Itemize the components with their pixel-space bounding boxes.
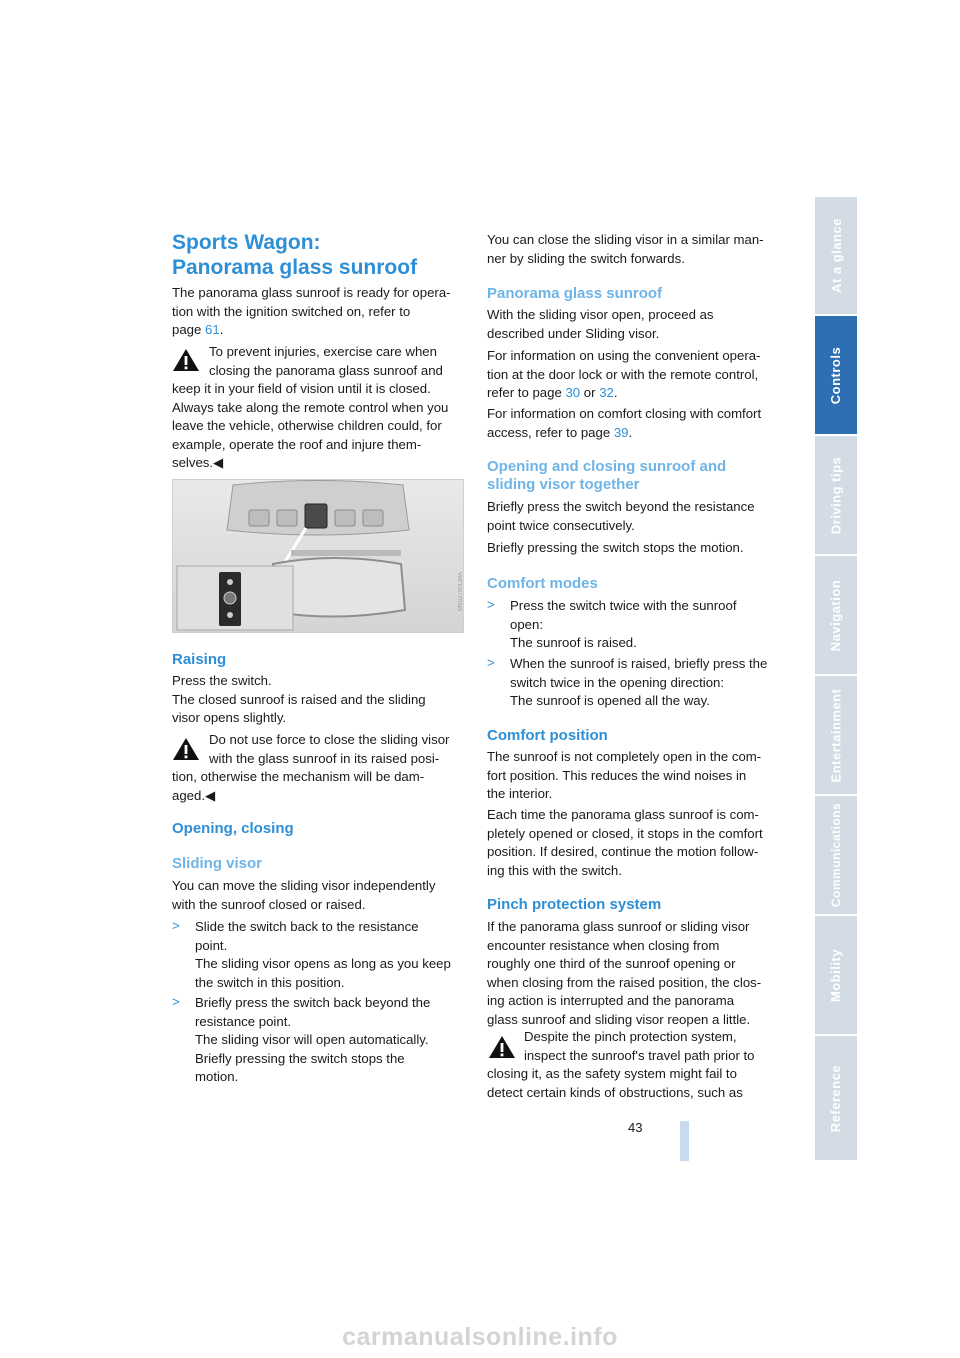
watermark: carmanualsonline.info <box>342 1323 618 1351</box>
together-paragraph-2: Briefly pressing the switch stops the motion. <box>487 540 744 555</box>
heading-comfort-modes: Comfort modes <box>487 575 598 592</box>
tab-at-a-glance[interactable]: At a glance <box>815 197 857 314</box>
section-title <box>172 230 417 280</box>
tab-controls[interactable]: Controls <box>815 316 857 434</box>
tab-driving-tips[interactable]: Driving tips <box>815 436 857 554</box>
tab-mobility[interactable]: Mobility <box>815 916 857 1034</box>
sunroof-switch-figure <box>172 479 464 633</box>
heading-comfort-position: Comfort position <box>487 727 608 744</box>
tab-entertainment[interactable]: Entertainment <box>815 676 857 794</box>
comfort-mode-item-2: When the sunroof is raised, briefly press the switch twice in the opening direction: The sunroof is opened all the way. <box>510 656 768 708</box>
tab-navigation[interactable]: Navigation <box>815 556 857 674</box>
heading-panorama-glass-sunroof: Panorama glass sunroof <box>487 285 663 302</box>
page-link-32[interactable]: 32 <box>599 385 614 400</box>
panorama-paragraph: With the sliding visor open, proceed as described under Sliding visor. <box>487 307 714 341</box>
sliding-visor-paragraph: You can move the sliding visor independently with the sunroof closed or raised. <box>172 878 436 912</box>
bullet-marker: > <box>487 655 495 670</box>
remote-info-paragraph: For information on using the convenient opera- tion at the door lock or with the remote control, refer to page 30 or 32. <box>487 348 761 400</box>
pinch-paragraph: If the panorama glass sunroof or sliding visor encounter resistance when closing from roughly one third of the sunroof opening or when closing from the raised position, the clos- ing action is interrupted and the panorama glass sunroof and sliding visor reopen a little. <box>487 919 762 1027</box>
bullet-marker: > <box>172 918 180 933</box>
chapter-tab-nav <box>815 197 857 1160</box>
page-link-39[interactable]: 39 <box>613 424 629 440</box>
together-paragraph-1: Briefly press the switch beyond the resistance point twice consecutively. <box>487 499 755 533</box>
warning-text-1: To prevent injuries, exercise care when closing the panorama glass sunroof and keep it in your field of vision until it is closed. Always take along the remote control when you leave the vehicle, otherwise children could, for example, operate the roof and injure them- selves.◀ <box>172 344 449 470</box>
figure-code: MV02700CMA <box>458 572 464 612</box>
page-link-30[interactable]: 30 <box>565 385 581 400</box>
heading-opening-closing: Opening, closing <box>172 820 294 837</box>
bullet-item-2: Briefly press the switch back beyond the resistance point. The sliding visor will open automatically. Briefly pressing the switch stops the motion. <box>195 995 431 1084</box>
bullet-marker: > <box>172 994 180 1009</box>
comfort-access-paragraph: For information on comfort closing with comfort access, refer to page 39. <box>487 406 762 440</box>
heading-opening-closing-together: Opening and closing sunroof and sliding visor together <box>487 458 727 493</box>
section-title-line2: Panorama glass sunroof <box>172 256 418 279</box>
comfort-position-paragraph-1: The sunroof is not completely open in the com- fort position. This reduces the wind noises in the interior. <box>487 749 762 801</box>
warning-text-3: Despite the pinch protection system, inspect the sunroof's travel path prior to closing it, as the safety system might fail to detect certain kinds of obstructions, such as <box>487 1029 755 1100</box>
section-title-line1: Sports Wagon: <box>172 231 321 254</box>
comfort-position-paragraph-2: Each time the panorama glass sunroof is com- pletely opened or closed, it stops in the comfort position. If desired, continue the motion follow- ing this with the switch. <box>487 807 763 878</box>
close-visor-paragraph: You can close the sliding visor in a similar man- ner by sliding the switch forwards. <box>487 232 764 266</box>
heading-sliding-visor: Sliding visor <box>172 855 263 872</box>
page-number-bar <box>680 1121 689 1161</box>
overhead-console-illustration <box>173 480 463 632</box>
warning-text-2: Do not use force to close the sliding visor with the glass sunroof in its raised posi- tion, otherwise the mechanism will be dam- aged.◀ <box>172 732 450 803</box>
intro-paragraph: The panorama glass sunroof is ready for opera- tion with the ignition switched on, refer to page 61. <box>172 285 451 337</box>
bullet-marker: > <box>487 597 495 612</box>
comfort-mode-item-1: Press the switch twice with the sunroof open: The sunroof is raised. <box>510 598 737 650</box>
tab-reference[interactable]: Reference <box>815 1036 857 1160</box>
bullet-item-1: Slide the switch back to the resistance point. The sliding visor opens as long as you keep the switch in this position. <box>195 919 451 990</box>
heading-raising: Raising <box>172 651 227 668</box>
tab-communications[interactable]: Communications <box>815 796 857 914</box>
raising-paragraph: Press the switch. The closed sunroof is raised and the sliding visor opens slightly. <box>172 673 426 725</box>
page-number: 43 <box>628 1120 643 1135</box>
page-link-61[interactable]: 61 <box>205 322 220 337</box>
heading-pinch-protection: Pinch protection system <box>487 896 662 913</box>
